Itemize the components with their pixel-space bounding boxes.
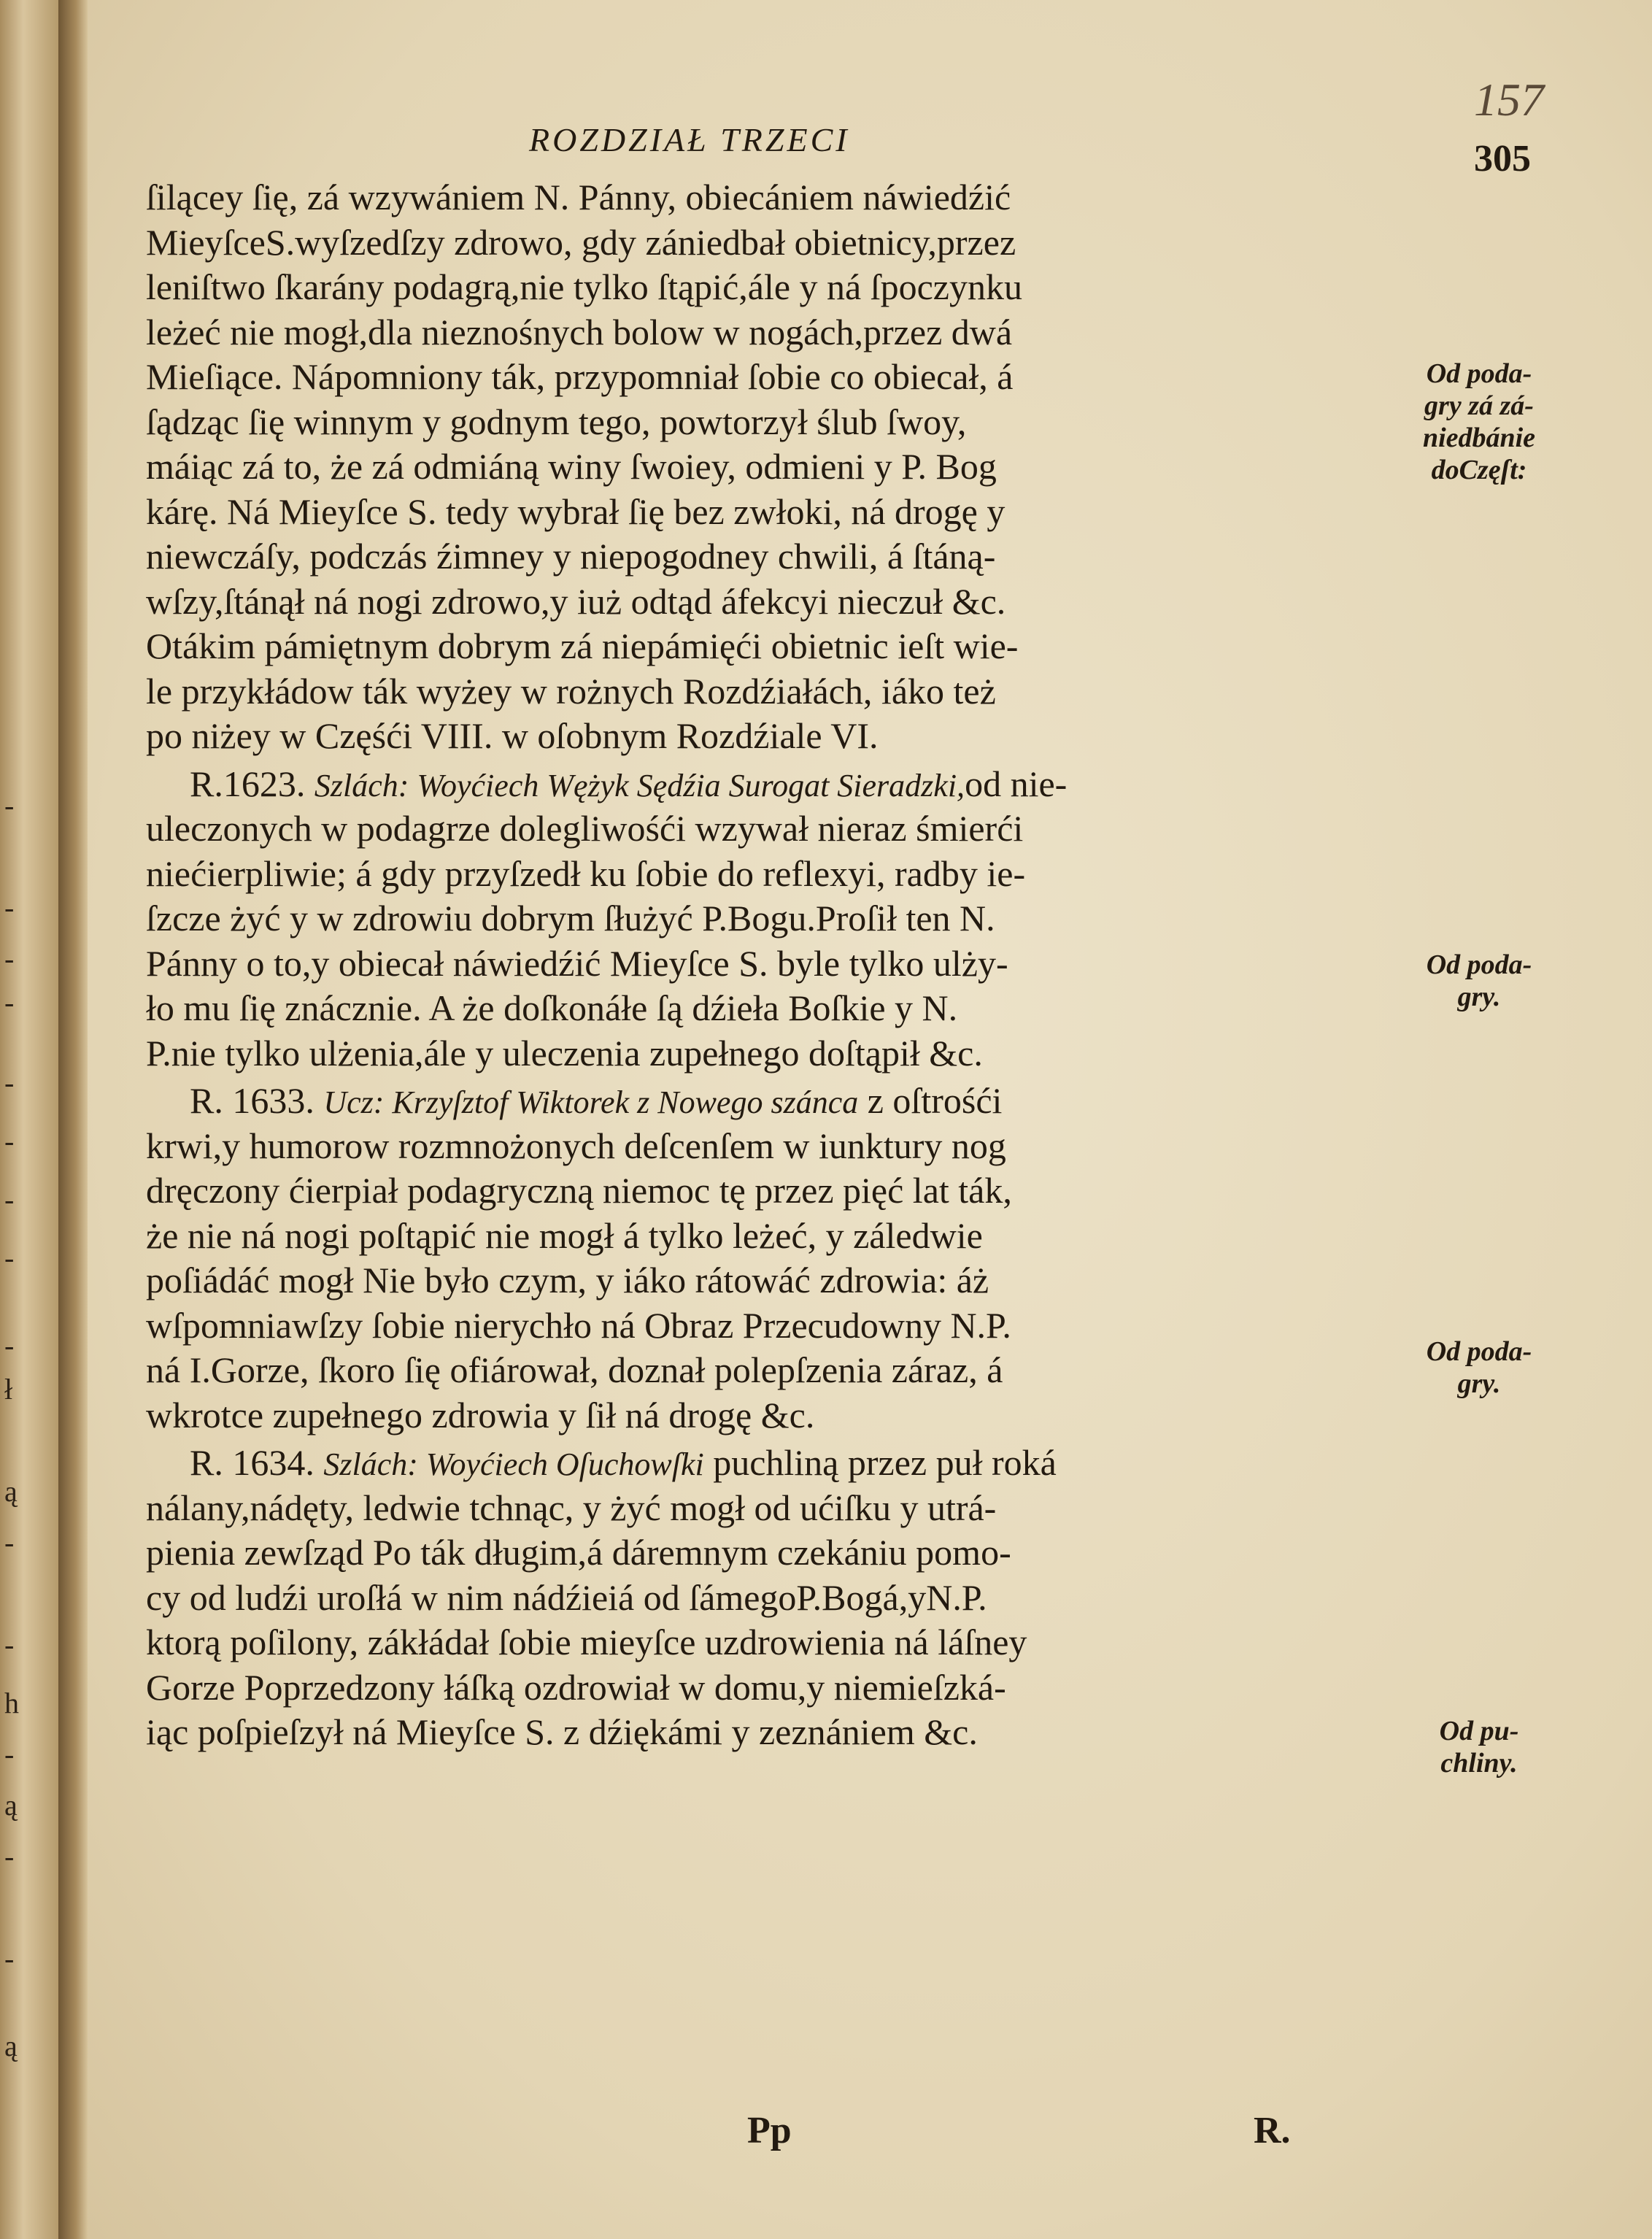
facing-char: -	[4, 1066, 15, 1099]
text-line	[146, 852, 1448, 897]
text-segment: uleczonych w podagrze dolegliwośći wzywał nieraz śmierći	[146, 808, 1024, 849]
margin-note-4	[1402, 1715, 1556, 1779]
text-line	[146, 1620, 1448, 1665]
facing-char: -	[4, 1526, 15, 1559]
facing-char: -	[4, 1840, 15, 1873]
margin-note-line: gry.	[1457, 1368, 1501, 1399]
text-line	[146, 265, 1448, 310]
text-line	[146, 1303, 1448, 1349]
facing-char: -	[4, 1329, 15, 1362]
text-segment: ło mu ſię znácznie. A że doſkonáłe ſą dźieła Boſkie y N.	[146, 987, 958, 1028]
text-segment: z oſtrośći	[858, 1080, 1003, 1121]
margin-note-line: chliny.	[1440, 1748, 1518, 1779]
text-line	[146, 1258, 1448, 1303]
text-segment: ná I.Gorze, ſkoro ſię ofiárował, doznał polepſzenia záraz, á	[146, 1349, 1003, 1390]
facing-char: ą	[4, 1475, 18, 1508]
text-line	[146, 1124, 1448, 1169]
text-line	[146, 1665, 1448, 1711]
text-line	[146, 986, 1448, 1031]
facing-char: ą	[4, 1789, 18, 1822]
text-segment: R.1623.	[190, 763, 314, 804]
text-segment: że nie ná nogi poſtąpić nie mogł á tylko leżeć, y záledwie	[146, 1214, 983, 1256]
text-segment: kárę. Ná Mieyſce S. tedy wybrał ſię bez zwłoki, ná drogę y	[146, 490, 1006, 532]
text-segment: Pánny o to,y obiecał náwiedźić Mieyſce S. byle tylko ulży-	[146, 942, 1008, 984]
text-segment: krwi,y humorow rozmnożonych deſcenſem w iunktury nog	[146, 1125, 1006, 1166]
text-line	[146, 310, 1448, 355]
text-line	[146, 400, 1448, 445]
text-segment: wſpomniawſzy ſobie nierychło ná Obraz Przecudowny N.P.	[146, 1304, 1011, 1346]
facing-char: h	[4, 1687, 19, 1719]
facing-char: -	[4, 986, 15, 1019]
text-segment: P.nie tylko ulżenia,ále y uleczenia zupełnego doſtąpił &c.	[146, 1032, 983, 1074]
margin-note-line: Od pu-	[1439, 1716, 1519, 1746]
facing-char: -	[4, 942, 15, 975]
text-segment: cy od ludźi uroſłá w nim nádźieiá od ſámegoP.Bogá,yN.P.	[146, 1576, 987, 1618]
margin-note-3	[1402, 1336, 1556, 1400]
facing-page-edge	[0, 0, 58, 2239]
italic-name: Ucz: Krzyſztof Wiktorek z Nowego szánca	[323, 1084, 859, 1120]
facing-char: -	[4, 891, 15, 924]
text-line	[146, 1031, 1448, 1076]
text-segment: wkrotce zupełnego zdrowia y ſił ná drogę &c.	[146, 1394, 815, 1435]
signature-mark: Pp	[747, 2110, 792, 2151]
facing-char: -	[4, 1241, 15, 1274]
text-segment: Mieſiące. Nápomniony ták, przypomniał ſobie co obiecał, á	[146, 356, 1014, 397]
margin-note-line: doCzęſt:	[1431, 455, 1527, 485]
text-segment: poſiádáć mogł Nie było czym, y iáko rátowáć zdrowia: áż	[146, 1260, 989, 1300]
catchword: R.	[1254, 2110, 1291, 2151]
text-segment: ſądząc ſię winnym y godnym tego, powtorzył ślub ſwoy,	[146, 401, 967, 442]
text-segment: ſilącey ſię, zá wzywániem N. Pánny, obiecániem náwiedźić	[146, 177, 1011, 217]
margin-note-line: gry zá zá-	[1424, 390, 1534, 421]
text-segment: máiąc zá to, że zá odmiáną winy ſwoiey, odmieni y P. Bog	[146, 446, 997, 487]
facing-char: -	[4, 789, 15, 822]
facing-char: ą	[4, 2030, 18, 2062]
text-line	[146, 1576, 1448, 1621]
facing-char: ł	[4, 1373, 13, 1406]
margin-note-line: niedbánie	[1422, 423, 1536, 453]
text-segment: pienia zewſząd Po ták długim,á dáremnym czekániu pomo-	[146, 1532, 1011, 1573]
text-line	[146, 444, 1448, 490]
text-segment: ktorą poſilony, zákłádał ſobie mieyſce uzdrowienia ná láſney	[146, 1622, 1027, 1662]
handwritten-folio-number: 157	[1474, 74, 1544, 126]
text-segment: niewczáſy, podczás źimney y niepogodney chwili, á ſtáną-	[146, 536, 996, 577]
facing-char: -	[4, 1738, 15, 1770]
text-line	[146, 806, 1448, 852]
text-line	[146, 355, 1448, 400]
text-line	[146, 1530, 1448, 1576]
text-line	[146, 220, 1448, 266]
text-segment: po niżey w Częśći VIII. w oſobnym Rozdźiale VI.	[146, 715, 879, 756]
text-segment: iąc poſpieſzył ná Mieyſce S. z dźiękámi y zeznániem &c.	[146, 1711, 978, 1752]
text-line	[146, 762, 1448, 807]
text-line	[146, 1079, 1448, 1124]
text-line	[146, 1710, 1448, 1755]
facing-page-fragments	[0, 0, 58, 2239]
text-segment: R. 1633.	[190, 1080, 324, 1121]
margin-note-line: Od poda-	[1426, 358, 1532, 389]
text-line	[146, 534, 1448, 579]
text-segment: Otákim pámiętnym dobrym zá niepámięći obietnic ieſt wie-	[146, 625, 1019, 666]
text-segment: le przykłádow ták wyżey w rożnych Rozdźiałách, iáko też	[146, 670, 996, 712]
text-line	[146, 669, 1448, 714]
italic-name: Szlách: Woyćiech Wężyk Sędźia Surogat Sieradzki,	[314, 767, 965, 804]
text-line	[146, 1441, 1448, 1486]
page-number: 305	[1474, 138, 1531, 180]
margin-note-2	[1402, 949, 1556, 1013]
text-line	[146, 714, 1448, 759]
text-line	[146, 941, 1448, 987]
text-segment: od nie-	[965, 763, 1068, 804]
margin-note-line: gry.	[1457, 982, 1501, 1012]
margin-note-1	[1402, 358, 1556, 486]
text-line	[146, 1168, 1448, 1214]
text-segment: dręczony ćierpiał podagryczną niemoc tę przez pięć lat ták,	[146, 1170, 1012, 1211]
margin-note-line: Od poda-	[1426, 949, 1532, 980]
book-gutter	[58, 0, 88, 2239]
facing-char: -	[4, 1942, 15, 1975]
margin-note-line: Od poda-	[1426, 1336, 1532, 1367]
text-segment: ſzcze żyć y w zdrowiu dobrym ſłużyć P.Bogu.Proſił ten N.	[146, 898, 995, 939]
text-segment: leniſtwo ſkarány podagrą,nie tylko ſtąpić,ále y ná ſpoczynku	[146, 266, 1023, 307]
text-segment: puchliną przez puł roká	[703, 1442, 1057, 1483]
facing-char: -	[4, 1183, 15, 1216]
facing-char: -	[4, 1628, 15, 1661]
text-segment: R. 1634.	[190, 1442, 324, 1483]
body-text	[146, 175, 1448, 1755]
running-head: ROZDZIAŁ TRZECI	[529, 121, 850, 158]
text-line	[146, 624, 1448, 669]
text-segment: wſzy,ſtánął ná nogi zdrowo,y iuż odtąd áfekcyi nieczuł &c.	[146, 580, 1006, 622]
text-segment: leżeć nie mogł,dla nieznośnych bolow w nogách,przez dwá	[146, 311, 1013, 352]
text-line	[146, 896, 1448, 941]
text-segment: MieyſceS.wyſzedſzy zdrowo, gdy zániedbał obietnicy,przez	[146, 221, 1016, 263]
text-line	[146, 579, 1448, 625]
text-line	[146, 1393, 1448, 1438]
text-segment: nálany,nádęty, ledwie tchnąc, y żyć mogł od ućiſku y utrá-	[146, 1487, 997, 1528]
text-line	[146, 175, 1448, 220]
text-line	[146, 1486, 1448, 1531]
text-line	[146, 1214, 1448, 1259]
book-page	[88, 0, 1652, 2239]
text-segment: Gorze Poprzedzony łáſką ozdrowiał w domu,y niemieſzká-	[146, 1666, 1006, 1708]
text-line	[146, 1348, 1448, 1393]
italic-name: Szlách: Woyćiech Oſuchowſki	[323, 1446, 704, 1482]
facing-char: -	[4, 1125, 15, 1157]
text-line	[146, 490, 1448, 535]
text-segment: niećierpliwie; á gdy przyſzedł ku ſobie do reflexyi, radby ie-	[146, 852, 1026, 894]
